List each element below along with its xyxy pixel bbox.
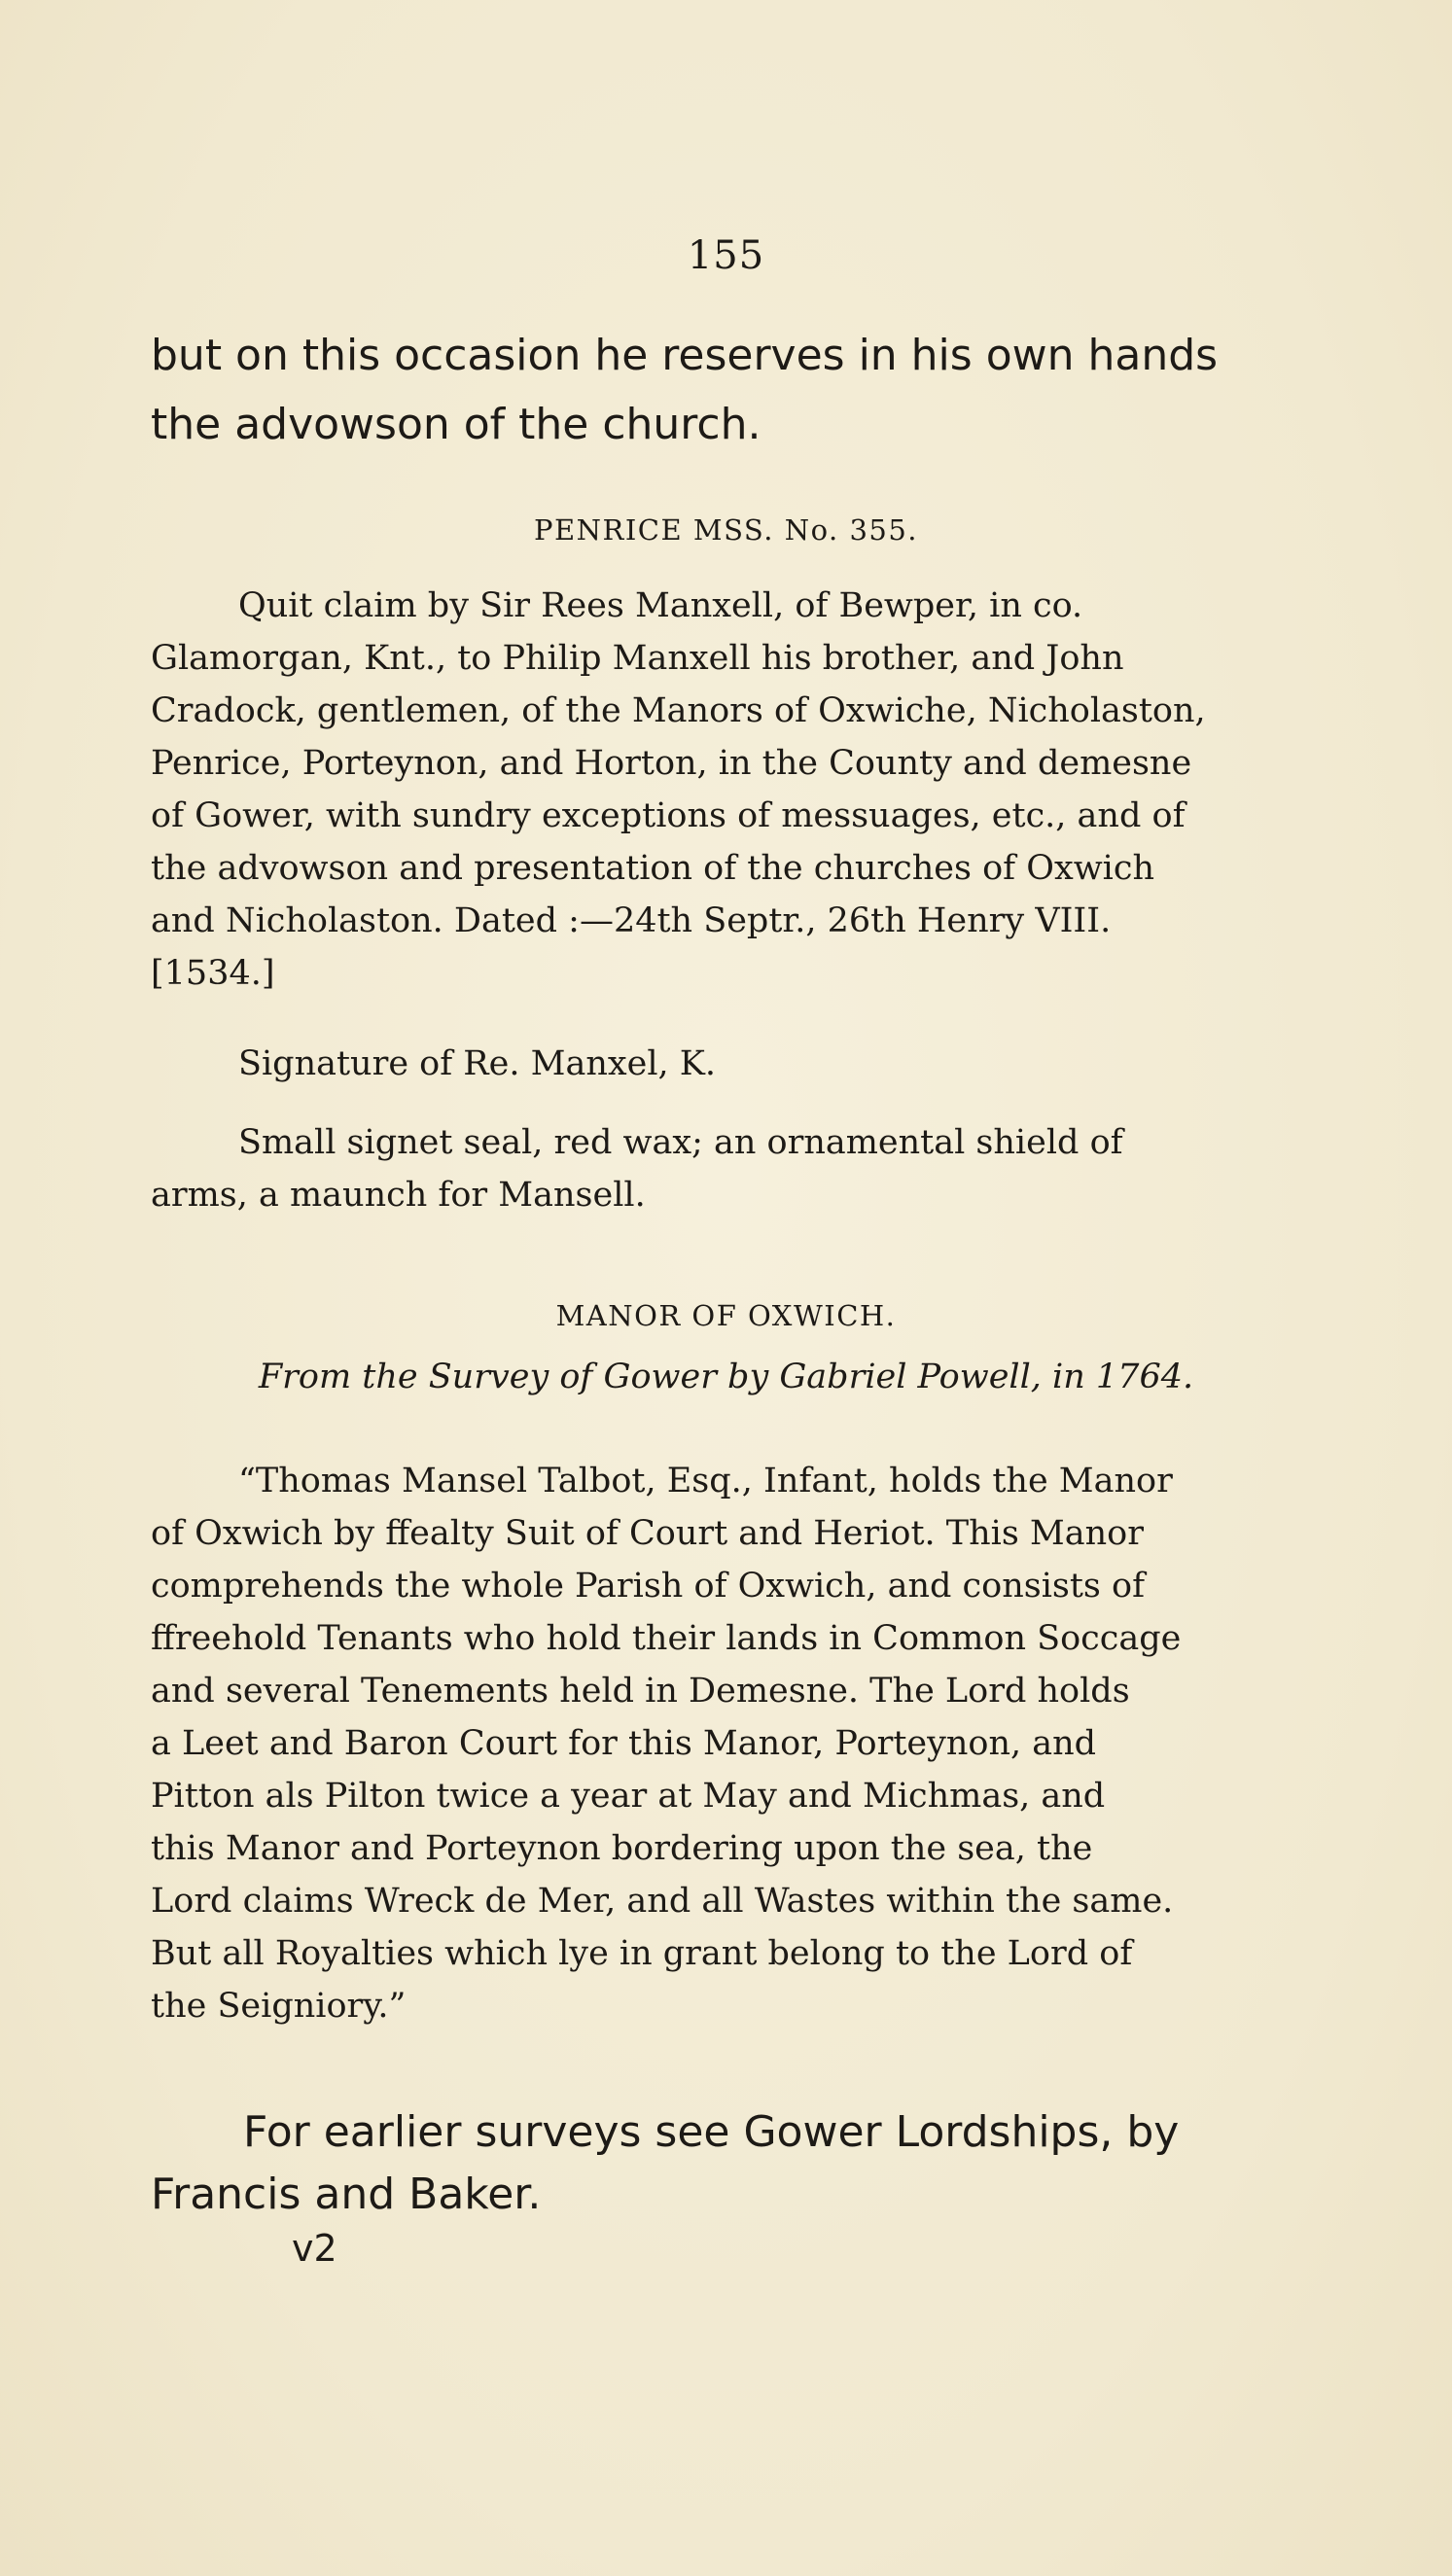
page-number: 155: [687, 233, 765, 278]
text-line: Quit claim by Sir Rees Manxell, of Bewper, in co.: [238, 586, 1083, 625]
text-line: Small signet seal, red wax; an ornamental shield of: [238, 1123, 1123, 1162]
text-line: of Gower, with sundry exceptions of messuages, etc., and of: [151, 796, 1186, 835]
volume-mark: v2: [292, 2227, 337, 2270]
closing-paragraph: [151, 2101, 1232, 2226]
text-line: the advowson of the church.: [151, 400, 761, 449]
text-line: Signature of Re. Manxel, K.: [238, 1044, 717, 1083]
text-line: arms, a maunch for Mansell.: [151, 1176, 646, 1215]
text-line: [1534.]: [151, 954, 275, 993]
text-line: But all Royalties which lye in grant belong to the Lord of: [151, 1934, 1133, 1973]
text-line: of Oxwich by ffealty Suit of Court and Heriot. This Manor: [151, 1514, 1144, 1553]
text-line: a Leet and Baron Court for this Manor, Porteynon, and: [151, 1724, 1097, 1763]
text-line: Penrice, Porteynon, and Horton, in the County and demesne: [151, 744, 1192, 783]
section-heading-penrice: PENRICE MSS. No. 355.: [533, 513, 919, 547]
text-line: the Seigniory.”: [151, 1987, 407, 2026]
seal-paragraph: [151, 1116, 1232, 1221]
text-line: and Nicholaston. Dated :—24th Septr., 26th Henry VIII.: [151, 901, 1112, 940]
text-line: ffreehold Tenants who hold their lands in Common Soccage: [151, 1619, 1182, 1658]
text-line: Pitton als Pilton twice a year at May and Michmas, and: [151, 1777, 1106, 1816]
section-heading-manor: MANOR OF OXWICH.: [555, 1299, 897, 1332]
text-line: “Thomas Mansel Talbot, Esq., Infant, holds the Manor: [238, 1462, 1173, 1500]
deed-paragraph: [151, 580, 1232, 1000]
text-line: this Manor and Porteynon bordering upon the sea, the: [151, 1829, 1093, 1868]
text-line: comprehends the whole Parish of Oxwich, and consists of: [151, 1567, 1146, 1606]
text-line: the advowson and presentation of the churches of Oxwich: [151, 849, 1154, 888]
text-line: Lord claims Wreck de Mer, and all Wastes within the same.: [151, 1882, 1174, 1921]
survey-subheading: From the Survey of Gower by Gabriel Powell, in 1764.: [258, 1358, 1194, 1396]
text-line: Cradock, gentlemen, of the Manors of Oxwiche, Nicholaston,: [151, 691, 1206, 730]
text-line: Glamorgan, Knt., to Philip Manxell his brother, and John: [151, 639, 1124, 678]
text-line: Francis and Baker.: [151, 2170, 542, 2219]
text-line: but on this occasion he reserves in his own hands: [151, 331, 1219, 380]
text-line: and several Tenements held in Demesne. The Lord holds: [151, 1672, 1130, 1711]
text-line: For earlier surveys see Gower Lordships, by: [243, 2107, 1180, 2157]
survey-quote-paragraph: [151, 1455, 1232, 2032]
signature-paragraph: [151, 1038, 1232, 1090]
opening-paragraph: [151, 321, 1232, 459]
